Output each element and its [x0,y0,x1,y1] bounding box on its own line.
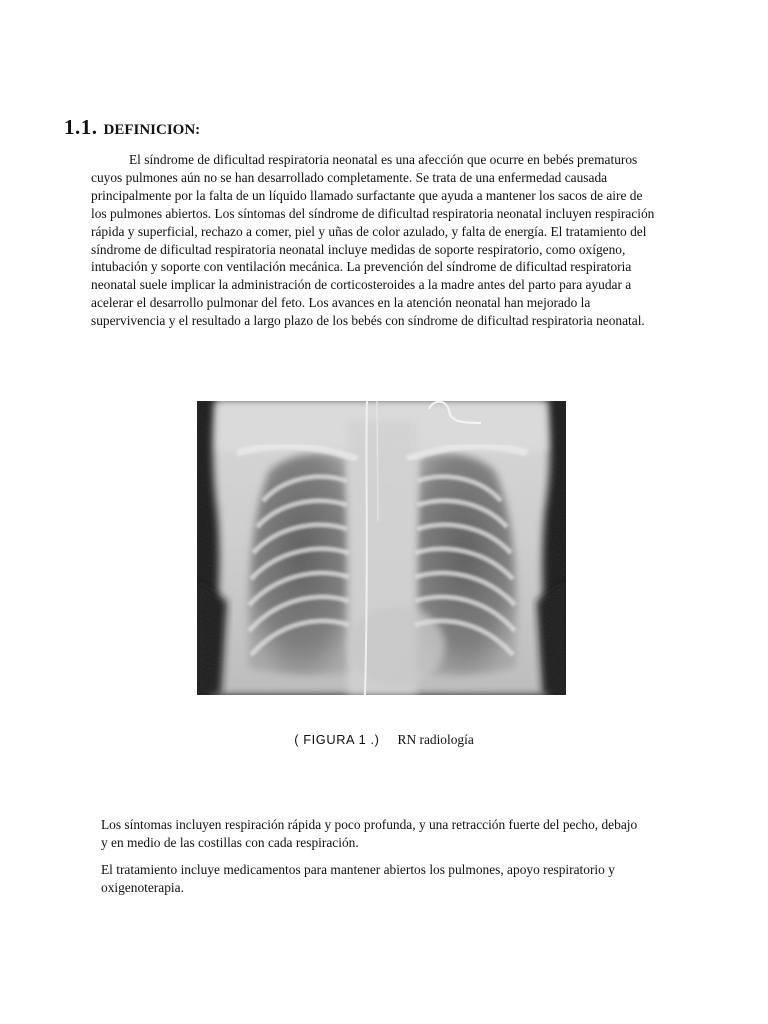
section-title: DEFINICION: [103,122,201,138]
chest-xray-image [197,401,566,695]
intro-paragraph-text: El síndrome de dificultad respiratoria neonatal es una afección que ocurre en bebés prematuros cuyos pulmones aún no se han desarrollado completamente. Se trata de una enfermedad causada principalmente por la falta de un líquido llamado surfactante que ayuda a mantener los sacos de aire de los pulmones abiertos. Los síntomas del síndrome de dificultad respiratoria neonatal incluyen respiración rápida y superficial, rechazo a comer, piel y uñas de color azulado, y falta de energía. El tratamiento del síndrome de dificultad respiratoria neonatal incluye medidas de soporte respiratorio, como oxígeno, intubación y soporte con ventilación mecánica. La prevención del síndrome de dificultad respiratoria neonatal suele implicar la administración de corticosteroides a la madre antes del parto para ayudar a acelerar el desarrollo pulmonar del feto. Los avances en la atención neonatal han mejorado la supervivencia y el resultado a largo plazo de los bebés con síndrome de dificultad respiratoria neonatal. [91,152,655,329]
figure-caption [0,732,768,748]
section-number: 1.1. [64,115,98,139]
intro-paragraph [91,151,661,330]
treatment-paragraph: El tratamiento incluye medicamentos para mantener abiertos los pulmones, apoyo respiratorio y oxigenoterapia. [101,862,615,895]
section-heading [64,114,200,141]
chest-xray-drawing [197,401,566,695]
figure-caption-text: RN radiología [397,732,474,747]
figure-label: ( FIGURA 1 .) [294,732,380,747]
symptoms-paragraph: Los síntomas incluyen respiración rápida y poco profunda, y una retracción fuerte del pecho, debajo y en medio de las costillas con cada respiración. [101,817,638,850]
